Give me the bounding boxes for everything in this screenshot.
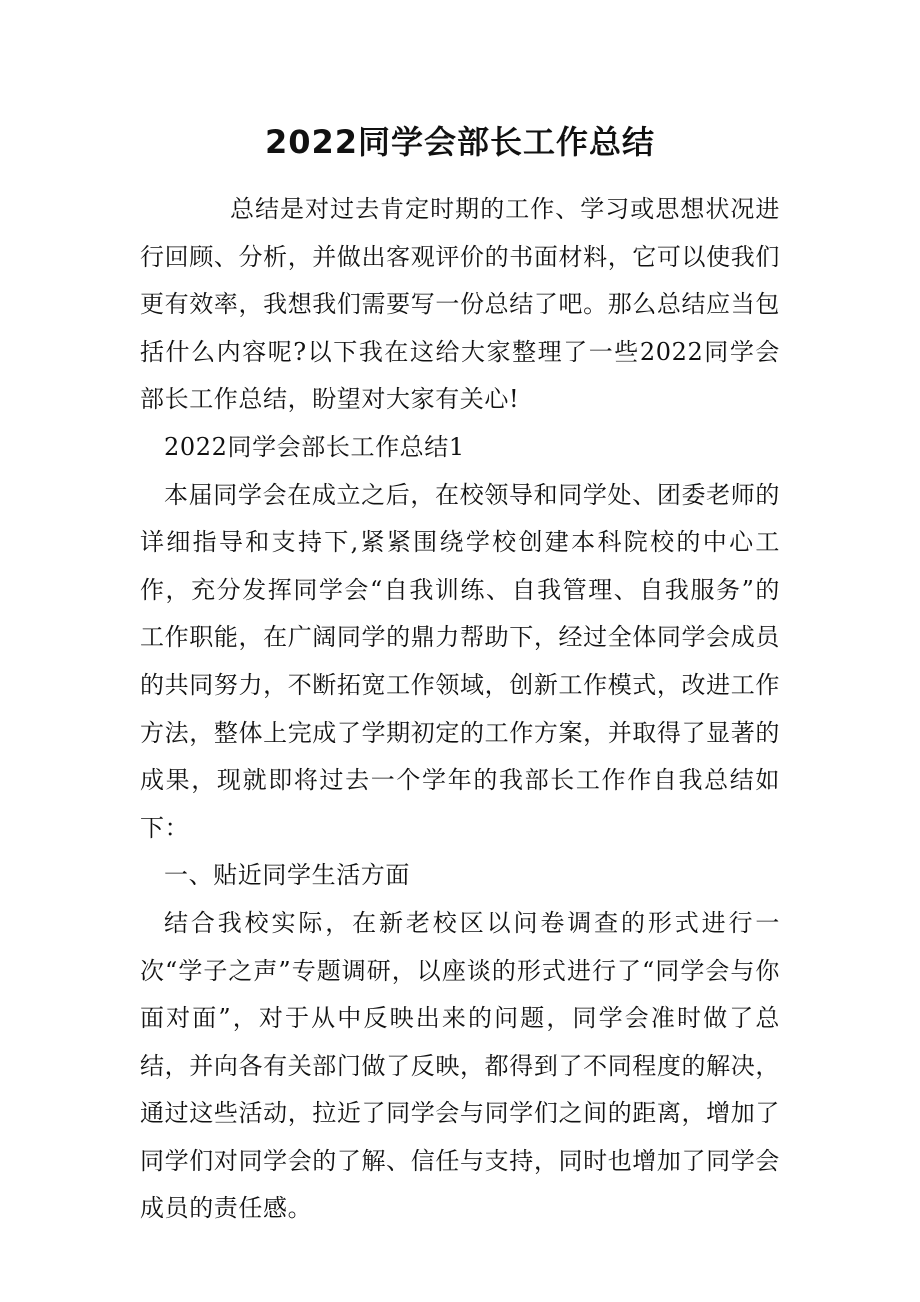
document-title: 2022同学会部长工作总结 xyxy=(264,123,656,161)
document-body xyxy=(140,186,780,1233)
body-paragraph: 本届同学会在成立之后，在校领导和同学处、团委老师的详细指导和支持下,紧紧围绕学校创建本科院校的中心工作，充分发挥同学会“自我训练、自我管理、自我服务”的工作职能，在广阔同学的鼎力帮助下，经过全体同学会成员的共同努力，不断拓宽工作领域，创新工作模式，改进工作方法，整体上完成了学期初定的工作方案，并取得了显著的成果，现就即将过去一个学年的我部长工作作自我总结如下： xyxy=(140,480,780,842)
section-heading: 2022同学会部长工作总结1 xyxy=(164,432,465,461)
subsection-heading: 一、贴近同学生活方面 xyxy=(164,861,410,890)
body-paragraph: 结合我校实际，在新老校区以问卷调查的形式进行一次“学子之声”专题调研，以座谈的形式进行了“同学会与你面对面”，对于从中反映出来的问题，同学会准时做了总结，并向各有关部门做了反映，都得到了不同程度的解决，通过这些活动，拉近了同学会与同学们之间的距离，增加了同学们对同学会的了解、信任与支持，同时也增加了同学会成员的责任感。 xyxy=(140,908,780,1223)
intro-paragraph: 总结是对过去肯定时期的工作、学习或思想状况进行回顾、分析，并做出客观评价的书面材料，它可以使我们更有效率，我想我们需要写一份总结了吧。那么总结应当包括什么内容呢?以下我在这给大家整理了一些2022同学会部长工作总结，盼望对大家有关心! xyxy=(140,195,780,414)
